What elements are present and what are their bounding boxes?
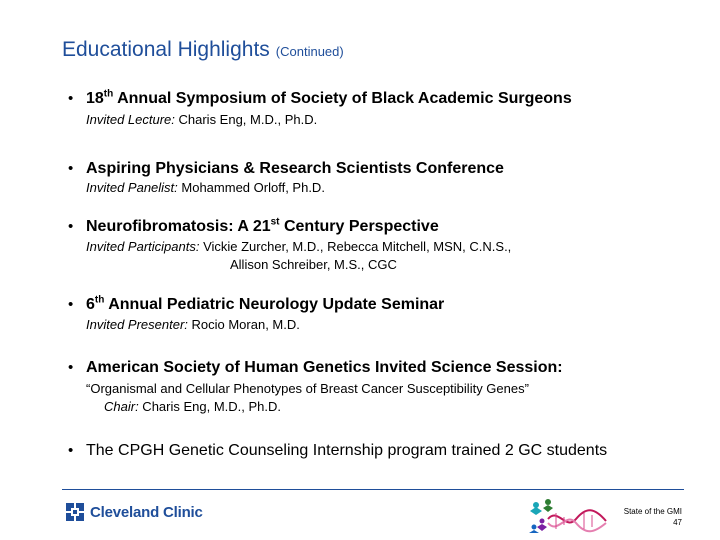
item-heading: 6th Annual Pediatric Neurology Update Seminar bbox=[86, 294, 445, 313]
item-detail-continued: Allison Schreiber, M.S., CGC bbox=[230, 257, 397, 272]
page-info bbox=[624, 506, 682, 528]
bullet: • bbox=[68, 442, 74, 459]
cleveland-clinic-logo bbox=[66, 503, 203, 521]
item-detail: Invited Lecture: Charis Eng, M.D., Ph.D. bbox=[86, 112, 318, 127]
item-heading: The CPGH Genetic Counseling Internship program trained 2 GC students bbox=[86, 442, 608, 459]
item-detail: “Organismal and Cellular Phenotypes of Breast Cancer Susceptibility Genes” bbox=[86, 381, 529, 396]
item-heading: 18th Annual Symposium of Society of Black Academic Surgeons bbox=[86, 88, 572, 107]
footer-divider bbox=[62, 489, 684, 490]
page-title bbox=[62, 38, 344, 62]
page-label: State of the GMI bbox=[623, 507, 682, 516]
bullet: • bbox=[68, 359, 74, 376]
title-continued: (Continued) bbox=[275, 44, 344, 59]
bullet: • bbox=[68, 218, 74, 235]
bullet: • bbox=[68, 296, 74, 313]
title-main: Educational Highlights bbox=[62, 38, 270, 61]
item-detail: Invited Participants: Vickie Zurcher, M.D., Rebecca Mitchell, MSN, C.N.S., bbox=[86, 239, 512, 254]
cleveland-clinic-mark-icon bbox=[66, 503, 84, 521]
item-heading: Neurofibromatosis: A 21st Century Perspective bbox=[86, 216, 439, 235]
item-heading: American Society of Human Genetics Invited Science Session: bbox=[86, 359, 563, 376]
logo-text: Cleveland Clinic bbox=[90, 503, 203, 521]
bullet: • bbox=[68, 160, 74, 177]
item-detail: Invited Panelist: Mohammed Orloff, Ph.D. bbox=[86, 180, 325, 195]
item-detail: Invited Presenter: Rocio Moran, M.D. bbox=[86, 317, 300, 332]
page-number: 47 bbox=[673, 518, 682, 527]
item-heading: Aspiring Physicians & Research Scientists Conference bbox=[86, 160, 504, 177]
dna-helix-figures-icon bbox=[528, 497, 610, 535]
bullet: • bbox=[68, 90, 74, 107]
item-detail-chair: Chair: Charis Eng, M.D., Ph.D. bbox=[104, 399, 282, 414]
